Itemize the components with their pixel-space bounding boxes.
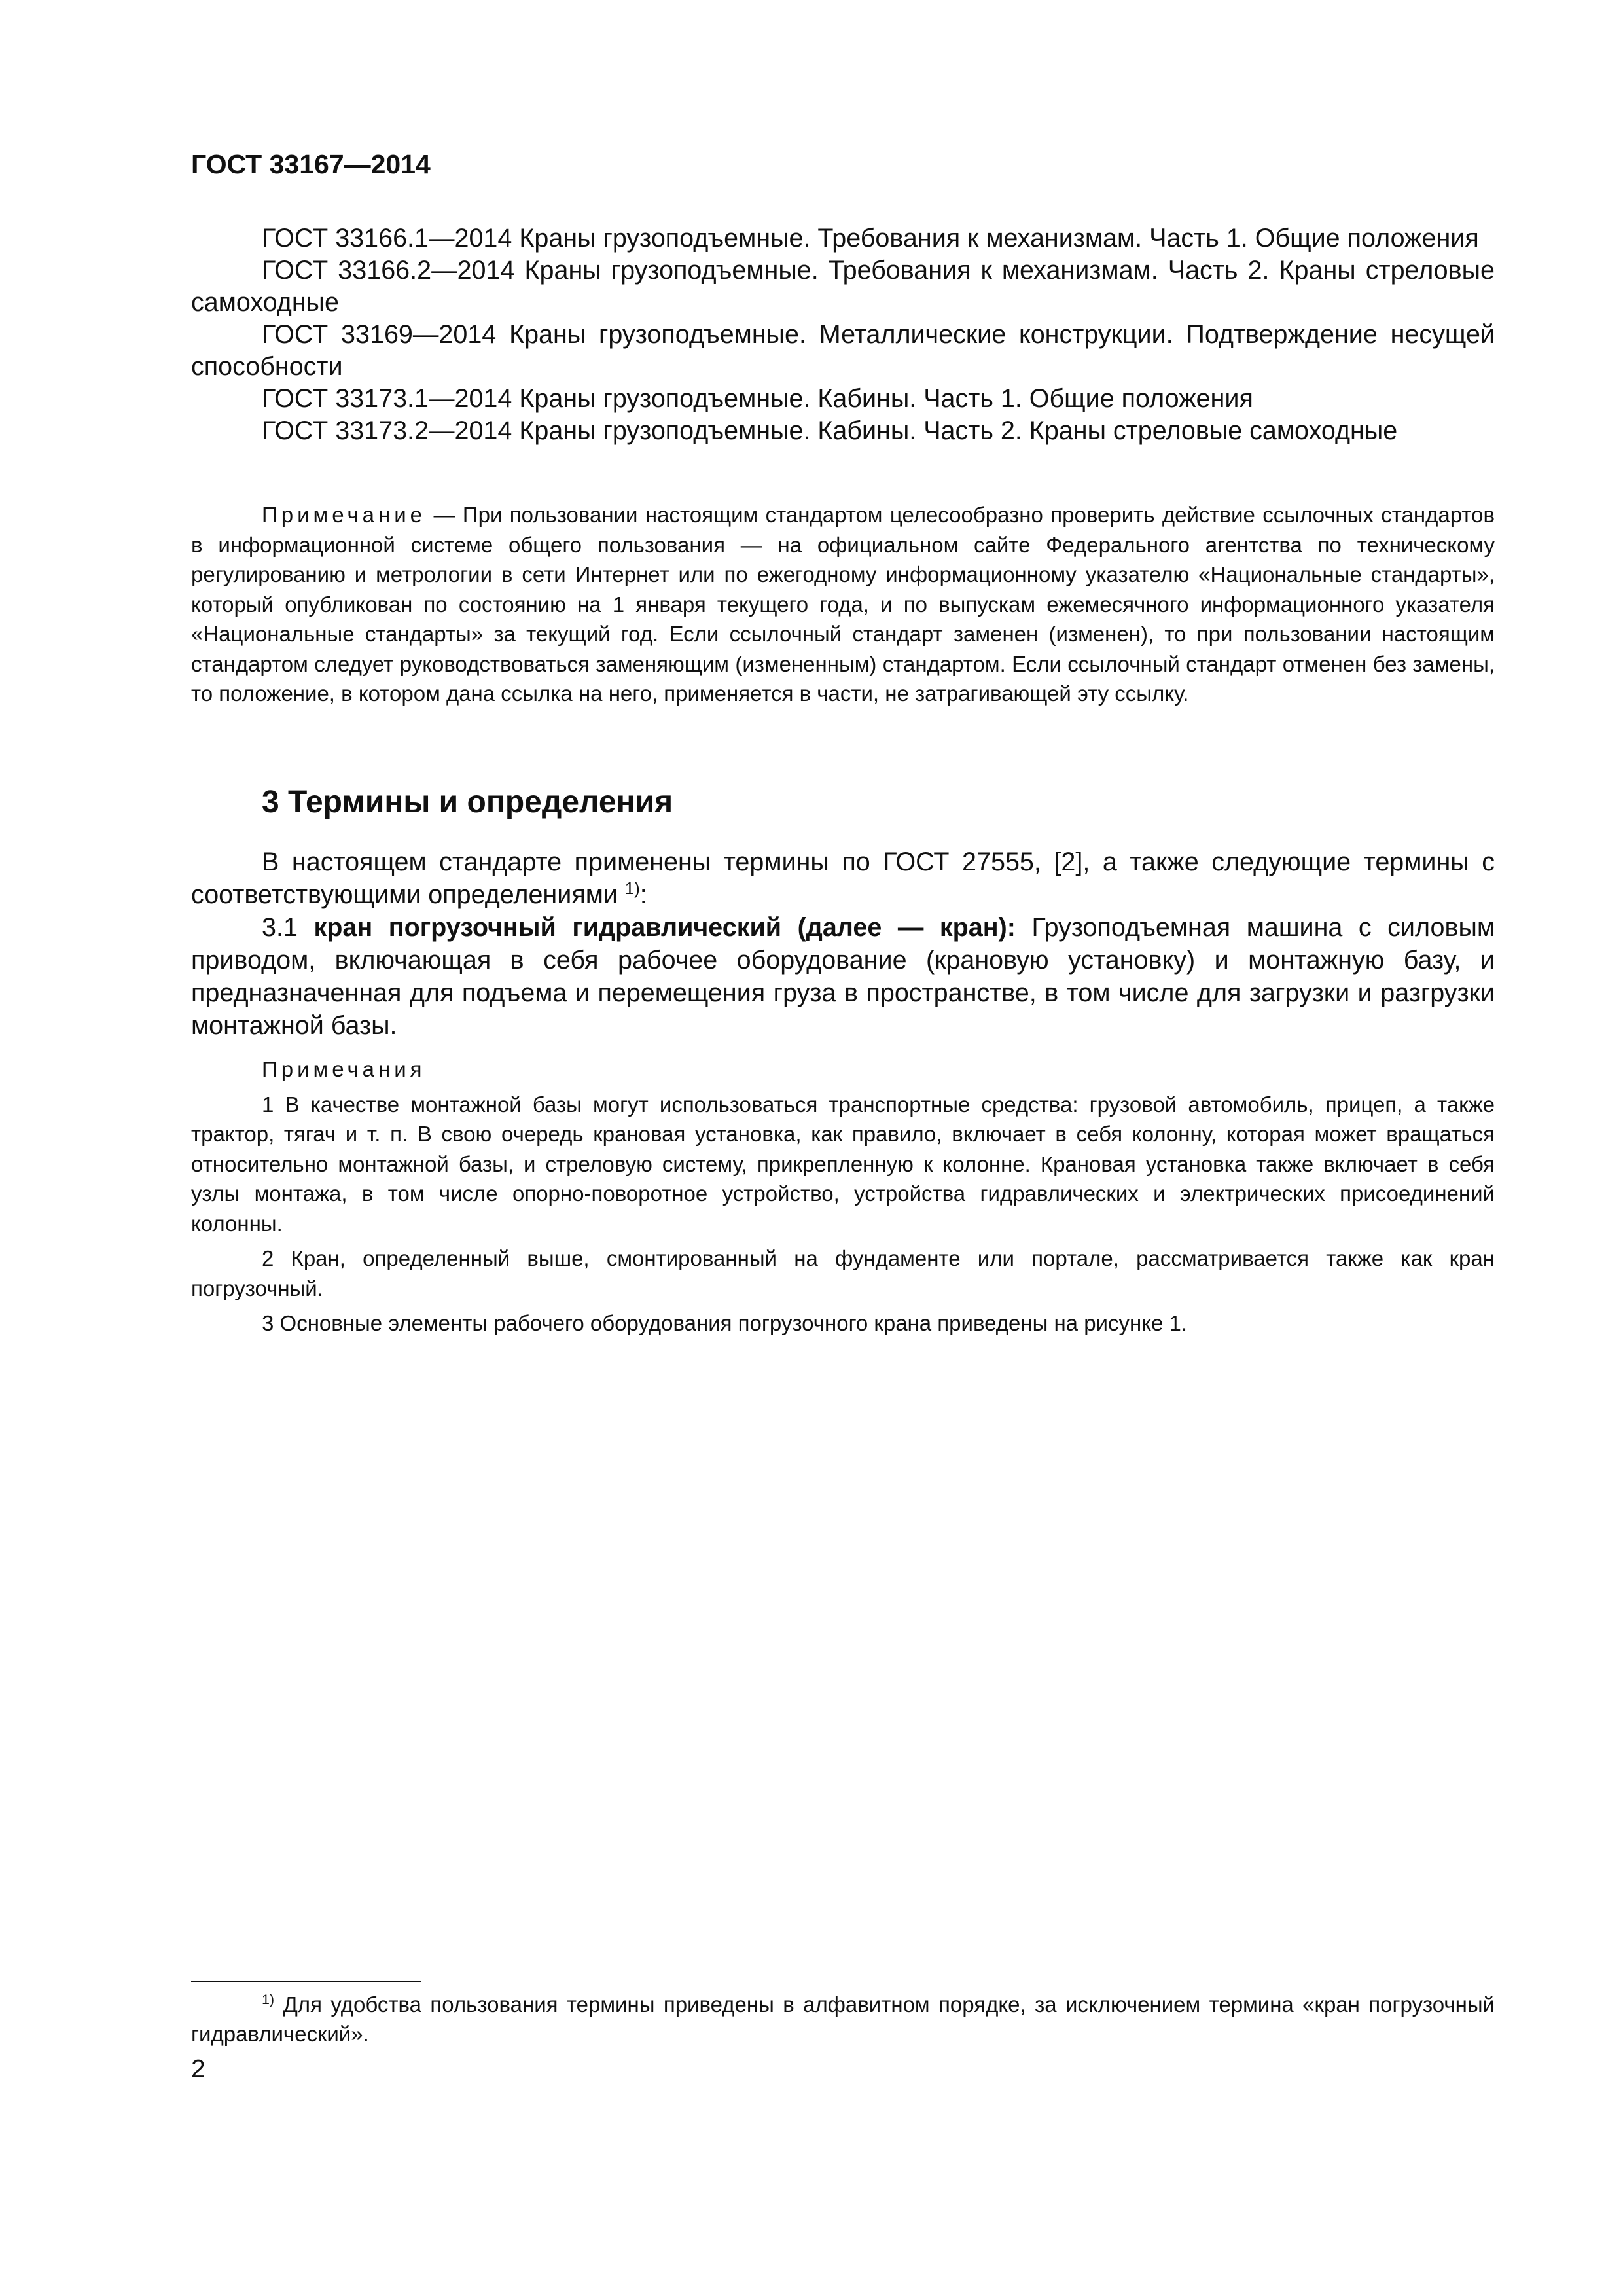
section-body [191,846,1495,1042]
note-text: — При пользовании настоящим стандартом целесообразно проверить действие ссылочных стандартов в информационной системе общего пользования — на официальном сайте Федерального агентства по техническому регулированию и метрологии в сети Интернет или по ежегодному информационному указателю «Национальные стандарты», который опубликован по состоянию на 1 января текущего года, и по выпускам ежемесячного информационного указателя «Национальные стандарты» за текущий год. Если ссылочный стандарт заменен (изменен), то при пользовании настоящим стандартом следует руководствоваться заменяющим (измененным) стандартом. Если ссылочный стандарт отменен без замены, то положение, в котором дана ссылка на него, применяется в части, не затрагивающей эту ссылку. [191,503,1495,706]
footnote-divider [191,1981,421,1982]
reference-item: ГОСТ 33173.1—2014 Краны грузоподъемные. Кабины. Часть 1. Общие положения [262,384,1253,413]
footnote [191,1990,1495,2049]
notes-label: Примечания [262,1057,426,1081]
note-item: 2 Кран, определенный выше, смонтированный на фундаменте или портале, рассматривается также как кран погрузочный. [191,1246,1495,1300]
term-name: кран погрузочный гидравлический (далее — кран): [313,913,1016,942]
references-list [191,223,1495,447]
section-intro: В настоящем стандарте применены термины по ГОСТ 27555, [2], а также следующие термины с соответствующими определениями $^{1)}$: [191,848,1495,909]
reference-item: ГОСТ 33166.2—2014 Краны грузоподъемные. Требования к механизмам. Часть 2. Краны стреловые самоходные [191,256,1495,317]
note-label: Примечание [262,503,427,527]
reference-item: ГОСТ 33169—2014 Краны грузоподъемные. Металлические конструкции. Подтверждение несущей способности [191,320,1495,381]
document-header: ГОСТ 33167—2014 [191,149,431,179]
term-notes [191,1054,1495,1338]
term-number: 3.1 [262,913,314,942]
term-definition-text: Грузоподъемная машина с силовым приводом, включающая в себя рабочее оборудование (крановую установку) и монтажную базу, и предназначенная для подъема и перемещения груза в пространстве, в том числе для загрузки и разгрузки монтажной базы. [191,913,1495,1040]
footnote-text: Для удобства пользования термины приведены в алфавитном порядке, за исключением термина «кран погрузочный гидравлический». [191,1992,1495,2046]
note-item: 3 Основные элементы рабочего оборудования погрузочного крана приведены на рисунке 1. [262,1311,1188,1335]
footnote-marker: 1) [262,1992,275,2008]
page-number: 2 [191,2055,205,2083]
reference-item: ГОСТ 33173.2—2014 Краны грузоподъемные. Кабины. Часть 2. Краны стреловые самоходные [262,416,1398,445]
footnote-ref: 1) [624,879,640,898]
note-item: 1 В качестве монтажной базы могут использоваться транспортные средства: грузовой автомобиль, прицеп, а также трактор, тягач и т. п. В свою очередь крановая установка, как правило, включает в себя колонну, которая может вращаться относительно монтажной базы, и стреловую систему, прикрепленную к колонне. Крановая установка также включает в себя узлы монтажа, в том числе опорно-поворотное устройство, устройства гидравлических и электрических присоединений колонны. [191,1092,1495,1236]
reference-item: ГОСТ 33166.1—2014 Краны грузоподъемные. Требования к механизмам. Часть 1. Общие положения [262,224,1479,253]
term-definition [191,911,1495,1042]
section-heading: 3 Термины и определения [262,785,673,819]
reference-note [191,500,1495,709]
